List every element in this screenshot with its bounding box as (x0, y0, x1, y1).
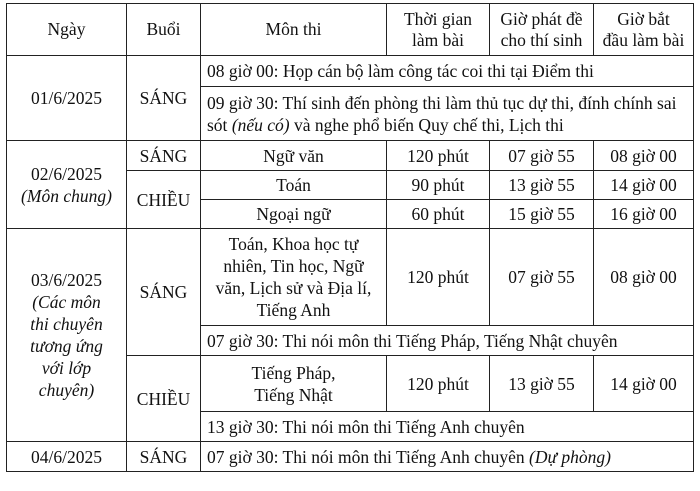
day3-row-1 (7, 229, 694, 326)
header-gio-bat-dau: Giờ bắt đầu làm bài (594, 4, 694, 56)
day1-note-2: 09 giờ 30: Thí sinh đến phòng thi làm thủ tục dự thi, đính chính sai sót (nếu có) và nghe phổ biến Quy chế thi, Lịch thi (201, 87, 694, 141)
day2-start-1: 08 giờ 00 (594, 141, 694, 171)
day2-subject-3: Ngoại ngữ (201, 200, 387, 229)
day2-date: 02/6/2025 (Môn chung) (7, 141, 127, 229)
day3-morning-subjects: Toán, Khoa học tự nhiên, Tin học, Ngữ văn, Lịch sử và Địa lí, Tiếng Anh (201, 229, 387, 326)
day2-handout-1: 07 giờ 55 (490, 141, 594, 171)
header-thoi-gian: Thời gian làm bài (387, 4, 490, 56)
header-row (7, 4, 694, 56)
day3-morning-duration: 120 phút (387, 229, 490, 326)
day2-handout-2: 13 giờ 55 (490, 171, 594, 200)
header-buoi: Buổi (127, 4, 201, 56)
day4-note: 07 giờ 30: Thi nói môn thi Tiếng Anh chuyên (Dự phòng) (201, 442, 694, 472)
day3-morning-handout: 07 giờ 55 (490, 229, 594, 326)
header-ngay: Ngày (7, 4, 127, 56)
day4-date: 04/6/2025 (7, 442, 127, 472)
day3-afternoon-subjects: Tiếng Pháp, Tiếng Nhật (201, 356, 387, 412)
day2-subject-1: Ngữ văn (201, 141, 387, 171)
day1-row-1 (7, 56, 694, 87)
day2-row-1 (7, 141, 694, 171)
day3-morning-note: 07 giờ 30: Thi nói môn thi Tiếng Pháp, Tiếng Nhật chuyên (201, 326, 694, 356)
header-gio-phat-de: Giờ phát đề cho thí sinh (490, 4, 594, 56)
day3-afternoon: CHIỀU (127, 356, 201, 442)
day2-start-2: 14 giờ 00 (594, 171, 694, 200)
day2-handout-3: 15 giờ 55 (490, 200, 594, 229)
day2-afternoon: CHIỀU (127, 171, 201, 229)
day3-afternoon-handout: 13 giờ 55 (490, 356, 594, 412)
day4-session: SÁNG (127, 442, 201, 472)
day3-morning: SÁNG (127, 229, 201, 356)
day3-afternoon-duration: 120 phút (387, 356, 490, 412)
day2-duration-1: 120 phút (387, 141, 490, 171)
day3-afternoon-note: 13 giờ 30: Thi nói môn thi Tiếng Anh chuyên (201, 412, 694, 442)
day3-morning-start: 08 giờ 00 (594, 229, 694, 326)
day1-session: SÁNG (127, 56, 201, 141)
day3-date: 03/6/2025 (Các môn thi chuyên tương ứng với lớp chuyên) (7, 229, 127, 442)
day4-row (7, 442, 694, 472)
header-mon-thi: Môn thi (201, 4, 387, 56)
day2-start-3: 16 giờ 00 (594, 200, 694, 229)
day2-subject-2: Toán (201, 171, 387, 200)
day2-duration-3: 60 phút (387, 200, 490, 229)
exam-schedule-table (6, 3, 694, 472)
day2-morning: SÁNG (127, 141, 201, 171)
day3-afternoon-start: 14 giờ 00 (594, 356, 694, 412)
day1-date: 01/6/2025 (7, 56, 127, 141)
day2-duration-2: 90 phút (387, 171, 490, 200)
day1-note-1: 08 giờ 00: Họp cán bộ làm công tác coi thi tại Điểm thi (201, 56, 694, 87)
